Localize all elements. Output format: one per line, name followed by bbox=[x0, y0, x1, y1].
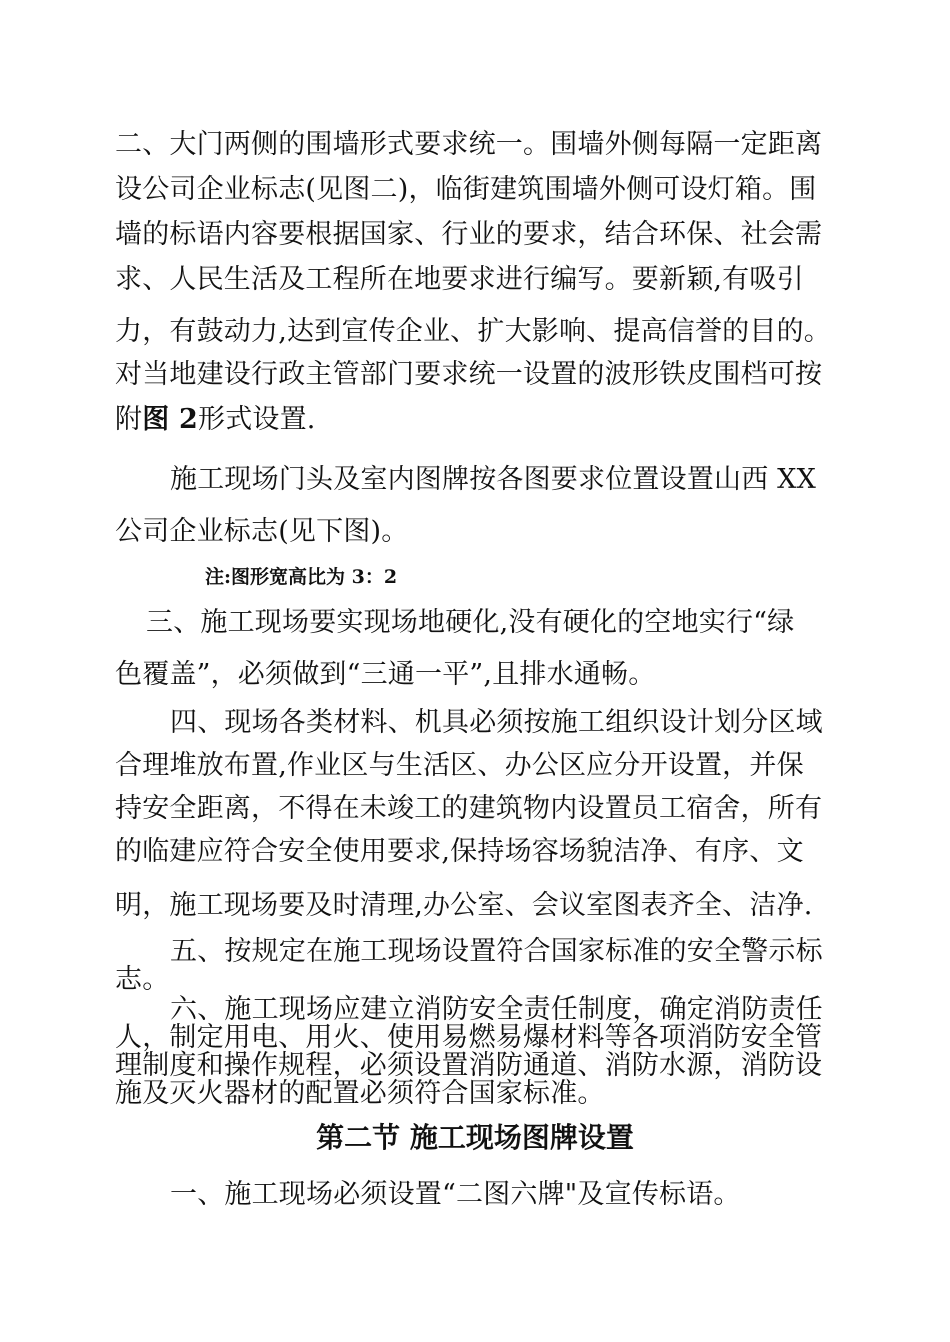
para-line: 施及灭火器材的配置必须符合国家标准。 bbox=[115, 1078, 605, 1109]
para-line: 合理堆放布置,作业区与生活区、办公区应分开设置，并保 bbox=[115, 750, 804, 781]
para-line: 持安全距离，不得在未竣工的建筑物内设置员工宿舍，所有 bbox=[115, 793, 823, 824]
para-line: 求、人民生活及工程所在地要求进行编写。要新颖,有吸引 bbox=[115, 264, 804, 295]
para-line: 施工现场门头及室内图牌按各图要求位置设置山西 XX bbox=[170, 464, 817, 495]
para-line: 理制度和操作规程，必须设置消防通道、消防水源，消防设 bbox=[115, 1050, 823, 1081]
section-heading: 第二节 施工现场图牌设置 bbox=[316, 1121, 634, 1154]
para-line: 墙的标语内容要根据国家、行业的要求，结合环保、社会需 bbox=[115, 219, 823, 250]
figure-reference: 图 2 bbox=[142, 404, 198, 435]
para-line: 人，制定用电、用火、使用易燃易爆材料等各项消防安全管 bbox=[115, 1022, 823, 1053]
para-line: 六、施工现场应建立消防安全责任制度，确定消防责任 bbox=[170, 994, 823, 1025]
para-line: 三、施工现场要实现场地硬化,没有硬化的空地实行“绿 bbox=[146, 607, 795, 638]
para-line: 色覆盖”，必须做到“三通一平”,且排水通畅。 bbox=[115, 659, 656, 690]
para-line: 明，施工现场要及时清理,办公室、会议室图表齐全、洁净. bbox=[115, 890, 813, 921]
para-line: 的临建应符合安全使用要求,保持场容场貌洁净、有序、文 bbox=[115, 836, 804, 867]
para-line: 二、大门两侧的围墙形式要求统一。围墙外侧每隔一定距离 bbox=[115, 129, 823, 160]
para-line: 设公司企业标志(见图二)，临街建筑围墙外侧可设灯箱。围 bbox=[115, 174, 817, 205]
para-line: 一、施工现场必须设置“二图六牌"及宣传标语。 bbox=[170, 1179, 741, 1210]
para-line: 四、现场各类材料、机具必须按施工组织设计划分区域 bbox=[170, 707, 823, 738]
para-line bbox=[115, 397, 316, 436]
aspect-ratio-note: 注:图形宽高比为 3：2 bbox=[205, 566, 398, 588]
para-line: 对当地建设行政主管部门要求统一设置的波形铁皮围档可按 bbox=[115, 359, 823, 390]
para-line: 五、按规定在施工现场设置符合国家标准的安全警示标 bbox=[170, 936, 823, 967]
para-line: 公司企业标志(见下图)。 bbox=[115, 516, 409, 547]
text-span: 附 bbox=[115, 404, 143, 435]
para-line: 力，有鼓动力,达到宣传企业、扩大影响、提高信誉的目的。 bbox=[115, 316, 831, 347]
para-line: 志。 bbox=[115, 964, 170, 995]
text-span: 形式设置. bbox=[198, 404, 316, 435]
